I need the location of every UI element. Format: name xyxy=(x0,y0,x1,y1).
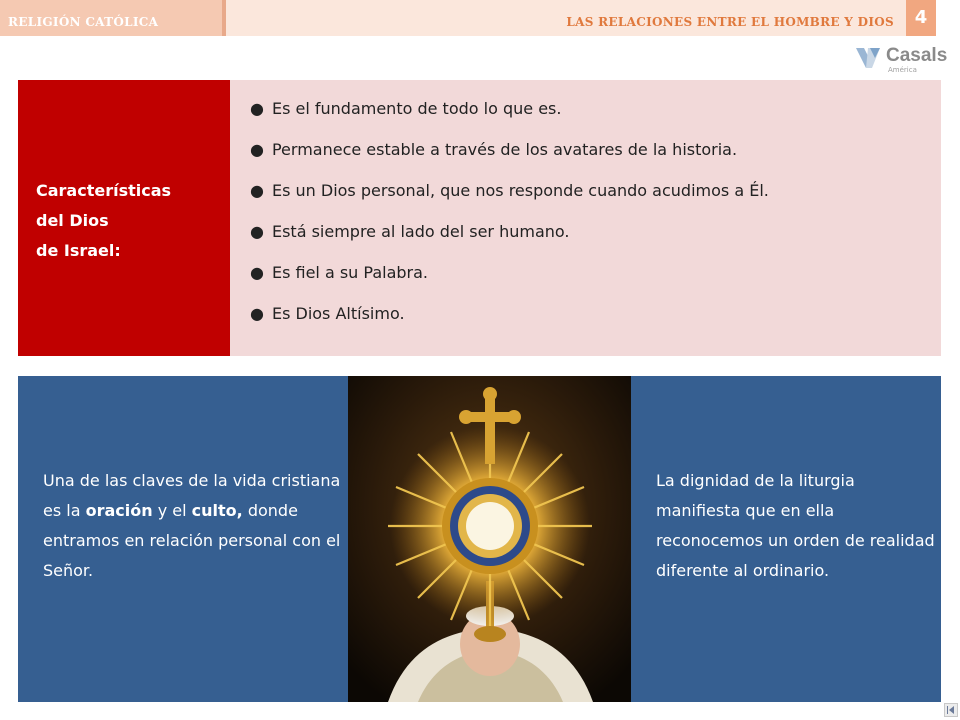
logo-brand: Casals xyxy=(886,45,948,66)
characteristics-label-box xyxy=(18,80,230,356)
subject-label: RELIGIÓN CATÓLICA xyxy=(8,15,159,29)
characteristics-list xyxy=(250,94,769,340)
unit-title-tab xyxy=(226,0,906,36)
liturgy-panel xyxy=(631,376,941,702)
liturgy-text: La dignidad de la liturgia manifiesta que en ella reconocemos un orden de realidad diferente al ordinario. xyxy=(656,471,935,580)
list-item: ● Es fiel a su Palabra. xyxy=(250,263,429,282)
bullet-icon: ● xyxy=(250,304,264,323)
monstrance-image xyxy=(348,376,631,702)
bullet-icon: ● xyxy=(250,99,264,118)
prayer-panel xyxy=(18,376,348,702)
emphasis-oracion: oración xyxy=(85,501,153,520)
list-item: ● Permanece estable a través de los avatares de la historia. xyxy=(250,140,738,159)
characteristics-list-box xyxy=(230,80,941,356)
bullet-icon: ● xyxy=(250,222,264,241)
prayer-text: Una de las claves de la vida cristiana es la oración y el culto, donde entramos en relación personal con el Señor. xyxy=(43,471,341,580)
emphasis-culto: culto, xyxy=(191,501,243,520)
publisher-logo xyxy=(854,42,950,74)
page-number: 4 xyxy=(906,0,936,36)
list-item: ● Es un Dios personal, que nos responde cuando acudimos a Él. xyxy=(250,181,769,200)
monstrance-photo xyxy=(348,376,631,702)
unit-title: LAS RELACIONES ENTRE EL HOMBRE Y DIOS xyxy=(566,15,894,29)
logo-subtitle: América xyxy=(888,66,917,74)
list-item: ● Está siempre al lado del ser humano. xyxy=(250,222,570,241)
casals-logo-icon xyxy=(854,44,882,72)
subject-tab xyxy=(0,0,222,36)
characteristics-label: Características del Dios de Israel: xyxy=(36,181,172,260)
list-item: ● Es Dios Altísimo. xyxy=(250,304,405,323)
list-item: ● Es el fundamento de todo lo que es. xyxy=(250,99,562,118)
bullet-icon: ● xyxy=(250,140,264,159)
first-page-nav-icon[interactable] xyxy=(944,703,958,717)
bullet-icon: ● xyxy=(250,263,264,282)
header-bar xyxy=(0,0,960,36)
bullet-icon: ● xyxy=(250,181,264,200)
